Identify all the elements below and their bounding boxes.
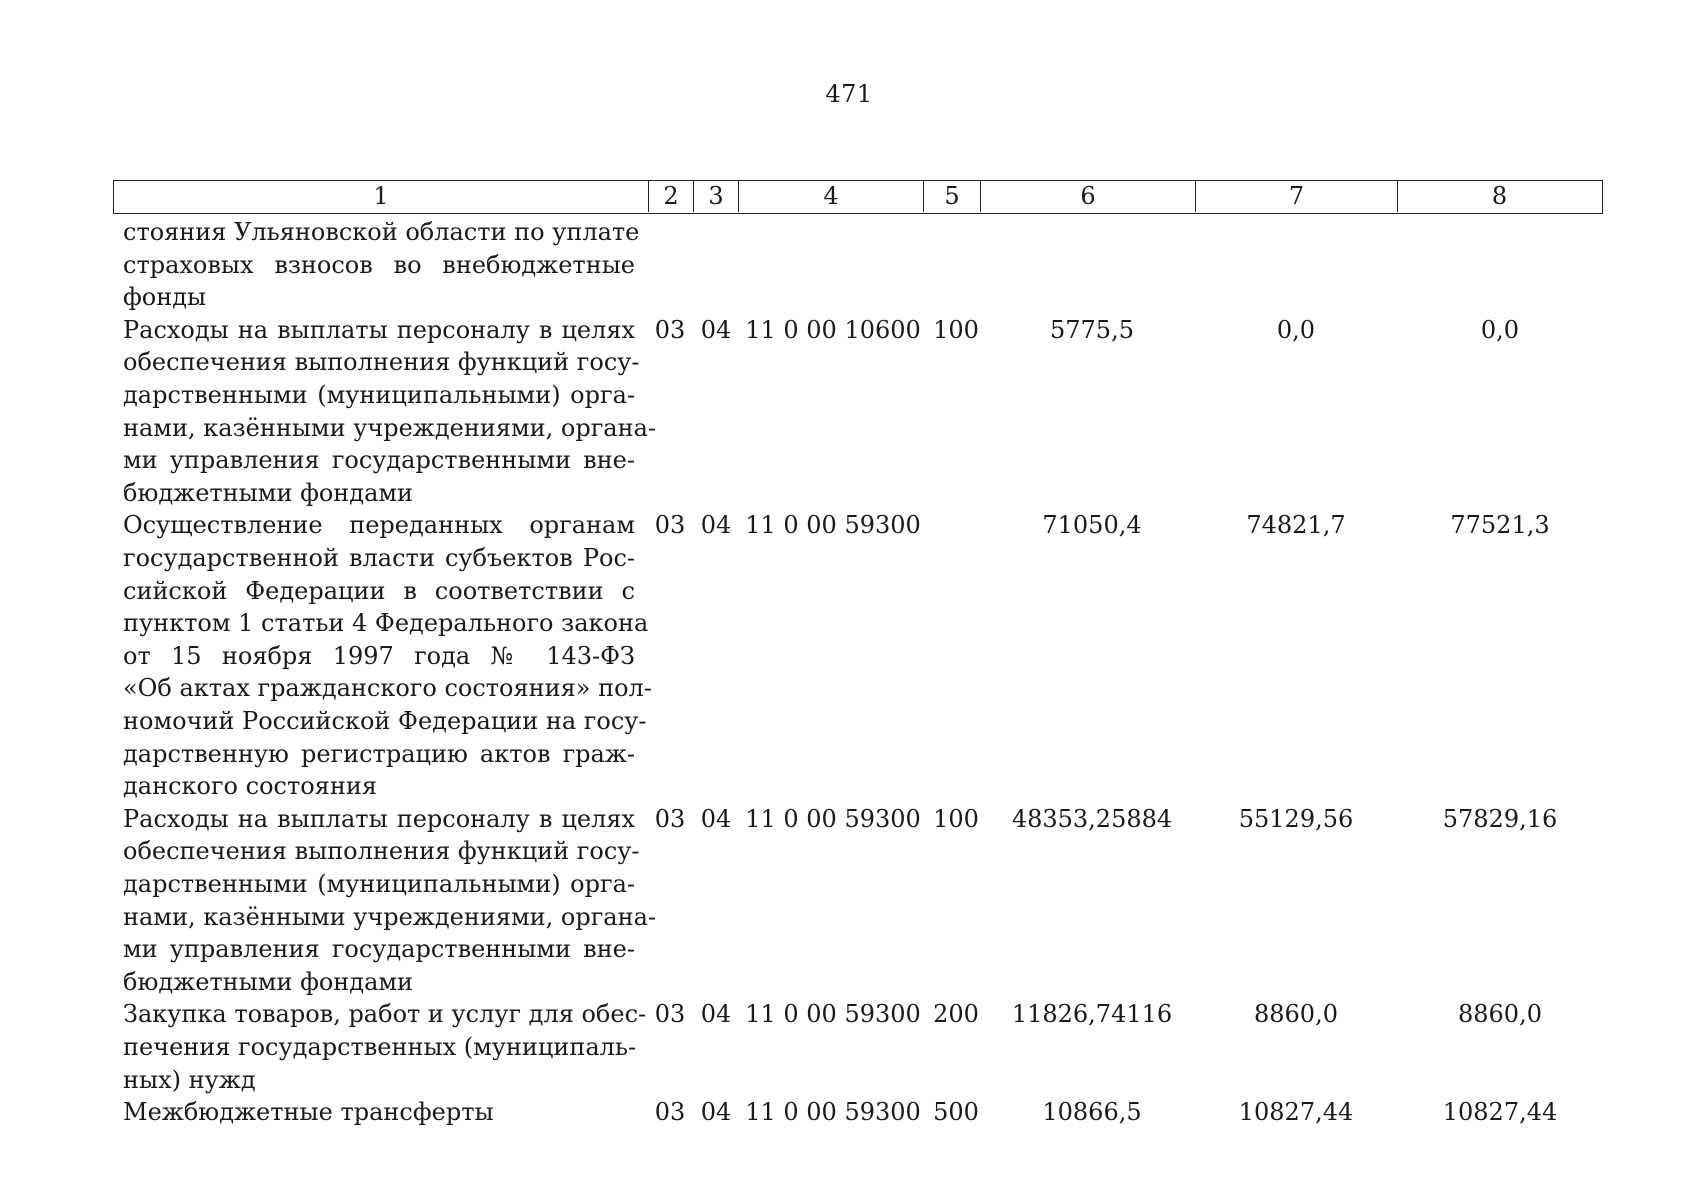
description-line: печения государственных (муниципаль- [123,1032,637,1061]
header-col-8: 8 [1491,182,1508,210]
cell-col-5: 100 [933,315,979,344]
cell-col-4: 11 0 00 59300 [745,511,921,540]
description-line: бюджетными фондами [123,967,414,996]
cell-col-6: 5775,5 [1050,315,1134,344]
description-line: стояния Ульяновской области по уплате [123,218,640,246]
description-line: Закупка товаров, работ и услуг для обес- [123,1000,647,1029]
description-line: обеспечения выполнения функций госу- [123,348,640,377]
description-line: ми управления государственными вне- [123,446,635,475]
description-line: бюджетными фондами [123,478,414,507]
cell-col-2: 03 [654,315,686,344]
description-line: пунктом 1 статьи 4 Федерального закона [123,609,649,638]
cell-col-2: 03 [654,1000,686,1029]
cell-col-8: 8860,0 [1458,1000,1542,1029]
cell-col-3: 04 [700,1098,732,1127]
header-col-3: 3 [694,181,739,212]
description-line: дарственными (муниципальными) орга- [123,869,635,898]
row-description [123,1096,635,1129]
row-description [123,314,656,510]
cell-col-3: 04 [700,511,732,540]
description-line: Расходы на выплаты персоналу в целях [123,315,635,344]
cell-col-3: 04 [700,1000,732,1029]
table-row [0,216,1698,314]
description-line: нами, казёнными учреждениями, органа- [123,413,656,442]
cell-col-4: 11 0 00 59300 [745,1000,921,1029]
description-line: от 15 ноября 1997 года № 143-ФЗ [123,641,635,670]
cell-col-6: 11826,74116 [1011,1000,1173,1029]
cell-col-2: 03 [654,511,686,540]
description-line: ми управления государственными вне- [123,935,635,964]
description-line: сийской Федерации в соответствии с [123,576,635,605]
table-row [0,1096,1698,1129]
cell-col-2: 03 [654,1098,686,1127]
header-col-6: 6 [981,181,1196,212]
description-line: Расходы на выплаты персоналу в целях [123,804,635,833]
cell-col-5: 200 [933,1000,979,1029]
description-line: «Об актах гражданского состояния» пол- [123,674,652,703]
description-line: фонды [123,283,207,312]
table-row [0,314,1698,510]
cell-col-6: 48353,25884 [1011,804,1173,833]
cell-col-4: 11 0 00 59300 [745,1098,921,1127]
cell-col-8: 0,0 [1480,315,1520,344]
header-col-4: 4 [739,181,924,212]
description-line: дарственными (муниципальными) орга- [123,380,635,409]
cell-col-6: 10866,5 [1042,1098,1142,1127]
cell-col-6: 71050,4 [1042,511,1142,540]
cell-col-8: 10827,44 [1442,1098,1558,1127]
description-line: дарственную регистрацию актов граж- [123,739,635,768]
header-col-1: 1 [114,181,649,212]
description-line: нами, казёнными учреждениями, органа- [123,902,656,931]
cell-col-7: 8860,0 [1254,1000,1338,1029]
row-description [123,509,652,802]
description-line: страховых взносов во внебюджетные [123,250,635,279]
header-col-7: 7 [1196,181,1398,212]
row-description [123,216,640,314]
cell-col-8: 77521,3 [1450,511,1550,540]
description-line: государственной власти субъектов Рос- [123,543,635,572]
cell-col-3: 04 [700,315,732,344]
cell-col-5: 100 [933,804,979,833]
table-row [0,803,1698,999]
cell-col-8: 57829,16 [1442,804,1558,833]
cell-col-2: 03 [654,804,686,833]
cell-col-4: 11 0 00 10600 [745,315,921,344]
description-line: данского состояния [123,772,377,801]
description-line: номочий Российской Федерации на госу- [123,706,647,735]
description-line: Межбюджетные трансферты [123,1098,494,1127]
cell-col-7: 0,0 [1276,315,1316,344]
table-row [0,998,1698,1096]
table-body [0,216,1698,1129]
description-line: ных) нужд [123,1065,256,1094]
cell-col-3: 04 [700,804,732,833]
row-description [123,803,656,999]
header-col-5: 5 [924,181,981,212]
header-col-2: 2 [649,181,694,212]
table-header [113,180,1603,214]
cell-col-7: 55129,56 [1238,804,1354,833]
cell-col-7: 74821,7 [1246,511,1346,540]
table-row [0,509,1698,802]
description-line: Осуществление переданных органам [123,511,635,540]
cell-col-5: 500 [933,1098,979,1127]
cell-col-4: 11 0 00 59300 [745,804,921,833]
cell-col-7: 10827,44 [1238,1098,1354,1127]
description-line: обеспечения выполнения функций госу- [123,837,640,866]
page-number: 471 [825,80,873,108]
row-description [123,998,647,1096]
